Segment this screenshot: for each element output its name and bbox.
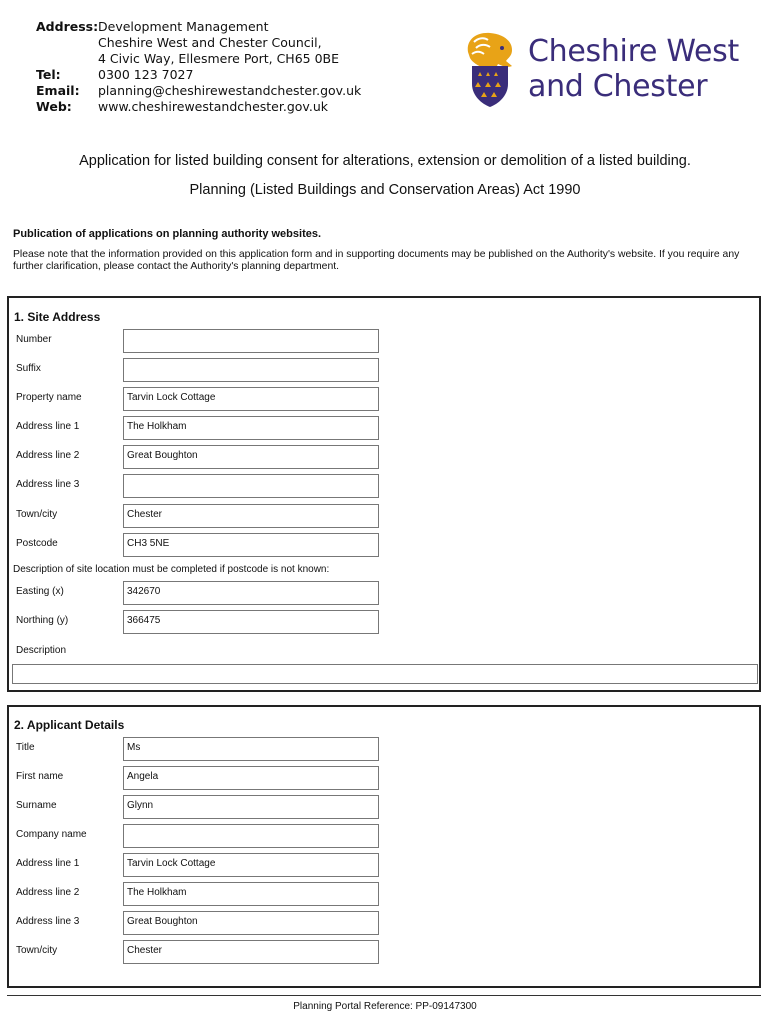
logo-line-1: Cheshire West	[528, 34, 739, 69]
field-label-company-name: Company name	[16, 829, 87, 840]
portal-reference: Planning Portal Reference: PP-09147300	[293, 1001, 477, 1012]
site-address-section	[7, 296, 761, 692]
applicant-details-section	[7, 705, 761, 988]
field-label-number: Number	[16, 334, 52, 345]
field-label-town-city: Town/city	[16, 945, 58, 956]
form-title: Application for listed building consent for alterations, extension or demolition of a listed building.	[79, 153, 691, 169]
address-line-1-field[interactable]: The Holkham	[123, 416, 379, 440]
council-logo-text	[528, 34, 739, 104]
surname-field[interactable]: Glynn	[123, 795, 379, 819]
logo-line-2: and Chester	[528, 69, 708, 104]
suffix-field[interactable]	[123, 358, 379, 382]
footer-divider	[7, 995, 761, 996]
field-label-first-name: First name	[16, 771, 64, 782]
easting-field[interactable]: 342670	[123, 581, 379, 605]
form-subtitle: Planning (Listed Buildings and Conservation Areas) Act 1990	[189, 182, 581, 198]
title-field[interactable]: Ms	[123, 737, 379, 761]
field-label-address-line-3: Address line 3	[16, 916, 80, 927]
contact-row: Web: www.cheshirewestandchester.gov.uk	[36, 99, 328, 114]
property-name-field[interactable]: Tarvin Lock Cottage	[123, 387, 379, 411]
field-label-surname: Surname	[16, 800, 57, 811]
field-label-address-line-2: Address line 2	[16, 450, 80, 461]
publication-note: Please note that the information provided on this application form and in supporting documents may be published on the Authority's website. If you require any further clarification, please contact the Authority's planning department.	[13, 249, 740, 272]
field-label-address-line-1: Address line 1	[16, 858, 80, 869]
field-label-northing: Northing (y)	[16, 615, 69, 626]
field-label-description: Description	[16, 645, 67, 656]
field-label-postcode: Postcode	[16, 538, 58, 549]
number-field[interactable]	[123, 329, 379, 353]
company-name-field[interactable]	[123, 824, 379, 848]
northing-field[interactable]: 366475	[123, 610, 379, 634]
contact-row: Tel: 0300 123 7027	[36, 67, 194, 82]
applicant-town-city-field[interactable]: Chester	[123, 940, 379, 964]
field-label-title: Title	[16, 742, 35, 753]
field-label-town-city: Town/city	[16, 509, 58, 520]
contact-row: 4 Civic Way, Ellesmere Port, CH65 0BE	[98, 51, 340, 66]
first-name-field[interactable]: Angela	[123, 766, 379, 790]
applicant-address-line-2-field[interactable]: The Holkham	[123, 882, 379, 906]
postcode-field[interactable]: CH3 5NE	[123, 533, 379, 557]
contact-row: Address: Development Management	[36, 19, 269, 34]
field-label-address-line-2: Address line 2	[16, 887, 80, 898]
contact-row: Cheshire West and Chester Council,	[98, 35, 322, 50]
section-title: 1. Site Address	[14, 310, 101, 324]
description-field[interactable]	[12, 664, 758, 684]
council-logo-icon	[462, 30, 524, 108]
publication-heading: Publication of applications on planning authority websites.	[13, 228, 322, 240]
applicant-address-line-1-field[interactable]: Tarvin Lock Cottage	[123, 853, 379, 877]
applicant-address-line-3-field[interactable]: Great Boughton	[123, 911, 379, 935]
field-label-easting: Easting (x)	[16, 586, 64, 597]
address-line-3-field[interactable]	[123, 474, 379, 498]
contact-block	[36, 19, 361, 115]
section-title: 2. Applicant Details	[14, 718, 125, 732]
field-label-suffix: Suffix	[16, 363, 41, 374]
contact-row: Email: planning@cheshirewestandchester.gov.uk	[36, 83, 362, 98]
town-city-field[interactable]: Chester	[123, 504, 379, 528]
field-label-address-line-1: Address line 1	[16, 421, 80, 432]
address-line-2-field[interactable]: Great Boughton	[123, 445, 379, 469]
field-label-address-line-3: Address line 3	[16, 479, 80, 490]
location-note: Description of site location must be completed if postcode is not known:	[13, 564, 330, 575]
field-label-property-name: Property name	[16, 392, 82, 403]
